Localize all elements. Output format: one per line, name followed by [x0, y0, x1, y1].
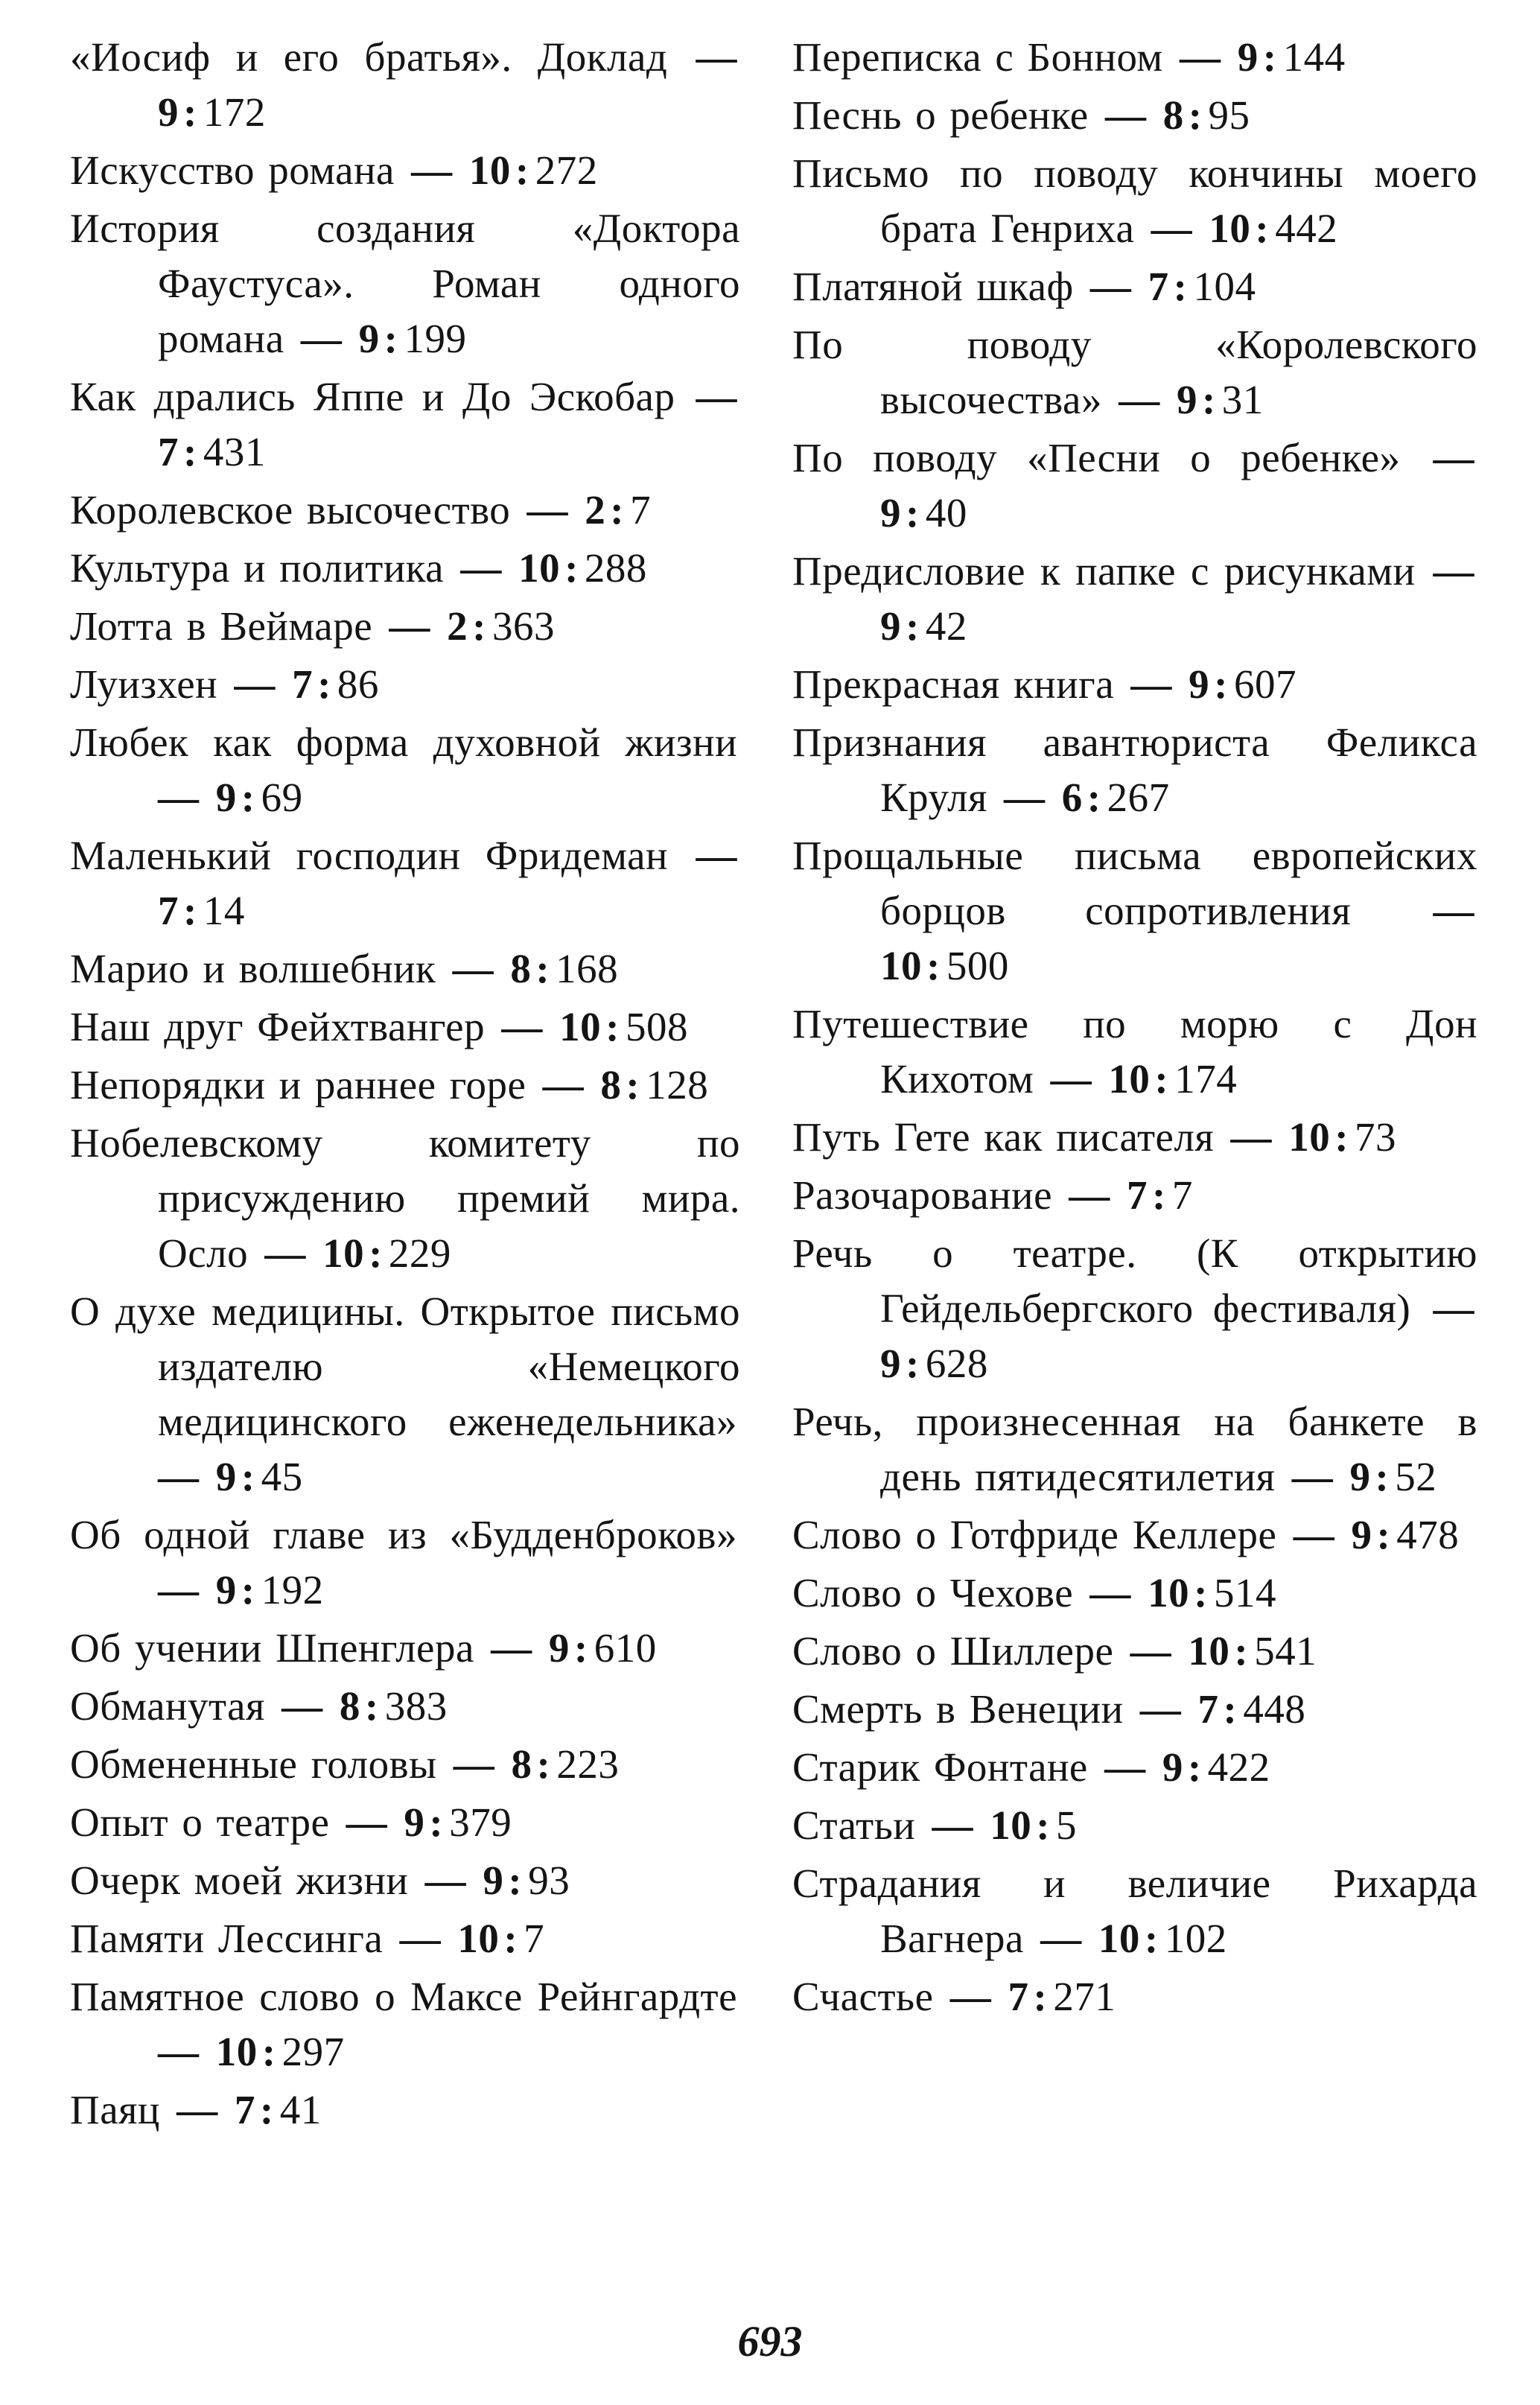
entry-volume: 7 [234, 2087, 255, 2132]
entry-separator: : [429, 1799, 444, 1845]
entry-page: 422 [1207, 1744, 1270, 1790]
entry-page: 104 [1193, 264, 1256, 309]
entry-page: 128 [646, 1062, 709, 1108]
entry-dash: — [411, 1858, 480, 1903]
entry-page: 199 [404, 316, 467, 361]
entry-volume: 8 [600, 1062, 622, 1108]
entry-volume: 9 [215, 1454, 237, 1499]
entry-title: Старик Фонтане [792, 1744, 1088, 1790]
entry-volume: 9 [880, 1341, 901, 1386]
entry-separator: : [1334, 1114, 1349, 1160]
entry-volume: 9 [1351, 1512, 1372, 1557]
entry-dash: — [158, 2029, 213, 2074]
entry-page: 448 [1243, 1686, 1306, 1732]
index-entry [70, 1058, 740, 1113]
entry-title: «Иосиф и его братья». Доклад [70, 34, 668, 80]
entry-volume: 7 [1008, 1974, 1029, 2019]
entry-title: Слово о Готфриде Келлере [792, 1512, 1277, 1557]
index-entry [792, 1110, 1477, 1165]
entry-separator: : [536, 1741, 551, 1787]
entry-title: Разочарование [792, 1172, 1052, 1218]
entry-page: 500 [946, 943, 1009, 988]
entry-dash: — [990, 775, 1059, 820]
entry-separator: : [1144, 1916, 1159, 1961]
entry-separator: : [1255, 206, 1270, 251]
entry-dash: — [439, 1741, 509, 1787]
entry-volume: 9 [215, 775, 237, 820]
entry-title: Маленький господин Фридеман [70, 833, 668, 878]
entry-separator: : [1201, 377, 1216, 422]
entry-page: 478 [1396, 1512, 1460, 1557]
entry-volume: 10 [518, 545, 561, 591]
entry-separator: : [183, 89, 197, 135]
entry-dash: — [158, 1454, 213, 1499]
entry-volume: 6 [1061, 775, 1083, 820]
entry-title: Луизхен [70, 661, 218, 707]
entry-separator: : [626, 1062, 640, 1108]
index-entry [70, 1508, 740, 1618]
entry-separator: : [183, 429, 197, 474]
entry-volume: 9 [358, 316, 380, 361]
entry-dash: — [529, 1062, 598, 1108]
entry-separator: : [906, 603, 920, 649]
entry-page: 40 [925, 490, 967, 536]
entry-separator: : [1188, 92, 1203, 138]
entry-page: 192 [261, 1567, 324, 1613]
entry-volume: 9 [1176, 377, 1197, 422]
index-entry [70, 2082, 740, 2138]
entry-dash: — [1090, 1744, 1159, 1790]
entry-title: Путь Гете как писателя [792, 1114, 1215, 1160]
entry-title: Паяц [70, 2087, 160, 2132]
entry-page: 271 [1053, 1974, 1116, 2019]
index-entry [70, 941, 740, 997]
entry-page: 41 [279, 2087, 322, 2132]
entry-volume: 7 [1197, 1686, 1219, 1732]
entry-separator: : [1376, 1512, 1391, 1557]
entry-title: Об учении Шпенглера [70, 1625, 474, 1671]
entry-title: Искусство романа [70, 147, 395, 193]
entry-page: 610 [594, 1625, 657, 1671]
entry-dash: — [670, 34, 738, 80]
entry-volume: 9 [404, 1799, 425, 1845]
entry-dash: — [1413, 1286, 1474, 1331]
entry-volume: 10 [1148, 1570, 1190, 1615]
entry-volume: 9 [215, 1567, 237, 1613]
entry-dash: — [386, 1916, 455, 1961]
entry-volume: 2 [585, 487, 606, 533]
entry-dash: — [488, 1004, 557, 1049]
entry-separator: : [1036, 1802, 1051, 1848]
index-entry [792, 997, 1477, 1107]
entry-separator: : [564, 545, 579, 591]
index-entry [70, 1000, 740, 1055]
index-entry [70, 599, 740, 654]
entry-page: 7 [630, 487, 652, 533]
entry-dash: — [1116, 1628, 1186, 1674]
entry-separator: : [1086, 775, 1101, 820]
entry-volume: 8 [339, 1683, 360, 1729]
entry-separator: : [1194, 1570, 1208, 1615]
entry-title: Прекрасная книга [792, 661, 1115, 707]
entry-dash: — [1104, 377, 1174, 422]
entry-page: 73 [1355, 1114, 1397, 1160]
entry-title: Наш друг Фейхтвангер [70, 1004, 486, 1049]
entry-volume: 9 [1349, 1454, 1371, 1499]
entry-volume: 10 [215, 2029, 258, 2074]
entry-separator: : [261, 2029, 276, 2074]
entry-dash: — [1354, 888, 1474, 933]
index-entry [792, 1969, 1477, 2024]
entry-volume: 9 [880, 603, 901, 649]
entry-separator: : [605, 1004, 620, 1049]
index-entry [792, 1682, 1477, 1737]
entry-page: 541 [1254, 1628, 1317, 1674]
entry-title: Слово о Шиллере [792, 1628, 1114, 1674]
entry-volume: 2 [447, 603, 468, 649]
entry-dash: — [158, 1567, 213, 1613]
index-entry [70, 201, 740, 366]
entry-separator: : [384, 316, 398, 361]
entry-dash: — [1165, 34, 1235, 80]
entry-page: 14 [203, 888, 245, 933]
entry-dash: — [220, 661, 290, 707]
entry-separator: : [906, 490, 920, 536]
entry-separator: : [241, 1454, 255, 1499]
entry-separator: : [1223, 1686, 1238, 1732]
index-entry [792, 544, 1477, 654]
index-entry [70, 1911, 740, 1966]
page-number: 693 [737, 2317, 803, 2366]
entry-volume: 9 [158, 89, 179, 135]
index-entry [792, 1566, 1477, 1621]
entry-separator: : [241, 1567, 255, 1613]
entry-volume: 10 [322, 1230, 365, 1276]
entry-separator: : [317, 661, 331, 707]
index-column-left [70, 30, 740, 2141]
entry-separator: : [573, 1625, 588, 1671]
entry-separator: : [1262, 34, 1277, 80]
entry-separator: : [364, 1683, 379, 1729]
entry-page: 7 [1171, 1172, 1193, 1218]
entry-volume: 7 [292, 661, 314, 707]
entry-dash: — [1418, 548, 1474, 594]
entry-page: 383 [384, 1683, 448, 1729]
entry-title: Как дрались Яппе и До Эскобар [70, 374, 675, 419]
entry-page: 297 [281, 2029, 345, 2074]
entry-dash: — [1117, 661, 1186, 707]
entry-volume: 9 [1237, 34, 1259, 80]
entry-title: По поводу «Песни о ребенке» [792, 435, 1401, 480]
entry-title: Королевское высочество [70, 487, 511, 533]
entry-title: Культура и политика [70, 545, 445, 591]
entry-volume: 10 [468, 147, 511, 193]
entry-volume: 8 [511, 1741, 532, 1787]
entry-volume: 10 [1188, 1628, 1230, 1674]
index-column-right [792, 30, 1477, 2027]
entry-separator: : [241, 775, 255, 820]
entry-separator: : [1375, 1454, 1390, 1499]
entry-page: 514 [1213, 1570, 1276, 1615]
entry-page: 174 [1174, 1056, 1238, 1102]
entry-volume: 8 [510, 946, 532, 991]
entry-dash: — [1279, 1512, 1349, 1557]
entry-title: Письмо по поводу кончины моего брата Генриха [792, 150, 1477, 251]
entry-dash: — [1076, 1570, 1145, 1615]
entry-dash: — [513, 487, 582, 533]
entry-dash: — [162, 2087, 232, 2132]
index-entry [70, 1679, 740, 1734]
entry-dash: — [332, 1799, 401, 1845]
entry-title: Переписка с Бонном [792, 34, 1163, 80]
entry-page: 442 [1275, 206, 1338, 251]
index-entry [792, 1740, 1477, 1795]
entry-title: История создания «Доктора Фаустуса». Роман одного романа [70, 206, 740, 361]
entry-dash: — [1278, 1454, 1347, 1499]
entry-volume: 7 [158, 429, 179, 474]
entry-dash: — [1076, 264, 1145, 309]
entry-separator: : [515, 147, 529, 193]
entry-separator: : [1152, 1172, 1166, 1218]
entry-title: Об одной главе из «Будденброков» [70, 1512, 737, 1557]
index-entry [70, 1116, 740, 1281]
entry-volume: 10 [1288, 1114, 1331, 1160]
entry-separator: : [183, 888, 197, 933]
entry-page: 69 [261, 775, 303, 820]
entry-page: 508 [625, 1004, 688, 1049]
entry-dash: — [1055, 1172, 1124, 1218]
entry-title: Марио и волшебник [70, 946, 436, 991]
entry-title: Предисловие к папке с рисунками [792, 548, 1416, 594]
entry-page: 45 [261, 1454, 303, 1499]
index-entry [70, 1284, 740, 1505]
index-entry [792, 828, 1477, 994]
entry-title: Прощальные письма европейских борцов сопротивления [792, 833, 1477, 933]
entry-title: Любек как форма духовной жизни [70, 719, 737, 765]
entry-separator: : [535, 946, 550, 991]
entry-volume: 10 [990, 1802, 1032, 1848]
entry-separator: : [1033, 1974, 1048, 2019]
entry-dash: — [267, 1683, 337, 1729]
index-entry [792, 1394, 1477, 1505]
entry-title: Очерк моей жизни [70, 1858, 409, 1903]
entry-dash: — [1026, 1916, 1095, 1961]
entry-separator: : [906, 1341, 920, 1386]
entry-title: Памятное слово о Максе Рейнгардте [70, 1974, 737, 2019]
index-entry [792, 431, 1477, 541]
entry-title: Путешествие по морю с Дон Кихотом [792, 1001, 1477, 1102]
index-entry [70, 1969, 740, 2080]
entry-volume: 10 [1098, 1916, 1140, 1961]
entry-dash: — [477, 1625, 546, 1671]
entry-separator: : [610, 487, 625, 533]
entry-volume: 10 [559, 1004, 602, 1049]
entry-dash: — [936, 1974, 1005, 2019]
entry-volume: 10 [1209, 206, 1251, 251]
entry-title: Признания авантюриста Феликса Круля [792, 719, 1477, 820]
entry-page: 267 [1107, 775, 1170, 820]
index-entry [792, 715, 1477, 825]
entry-dash: — [1217, 1114, 1286, 1160]
entry-title: Обмененные головы [70, 1741, 437, 1787]
entry-volume: 9 [1162, 1744, 1183, 1790]
entry-volume: 10 [880, 943, 922, 988]
entry-page: 7 [524, 1916, 545, 1961]
index-entry [792, 1508, 1477, 1563]
entry-title: Обманутая [70, 1683, 265, 1729]
entry-volume: 9 [483, 1858, 504, 1903]
entry-title: Непорядки и раннее горе [70, 1062, 526, 1108]
entry-dash: — [158, 775, 213, 820]
entry-separator: : [1154, 1056, 1169, 1102]
entry-volume: 10 [457, 1916, 500, 1961]
entry-volume: 7 [158, 888, 179, 933]
entry-volume: 9 [1189, 661, 1210, 707]
index-entry [70, 1621, 740, 1676]
entry-volume: 9 [880, 490, 901, 536]
index-entry [792, 317, 1477, 428]
index-entry [70, 1853, 740, 1908]
index-entry [792, 1624, 1477, 1679]
entry-page: 431 [203, 429, 266, 474]
entry-dash: — [1091, 92, 1160, 138]
index-entry [792, 88, 1477, 143]
entry-dash: — [439, 946, 508, 991]
index-entry [792, 657, 1477, 712]
entry-page: 86 [337, 661, 379, 707]
entry-separator: : [472, 603, 486, 649]
entry-page: 607 [1233, 661, 1296, 707]
entry-separator: : [503, 1916, 518, 1961]
entry-dash: — [678, 374, 737, 419]
index-entry [70, 715, 740, 825]
index-entry [70, 483, 740, 538]
entry-page: 102 [1164, 1916, 1227, 1961]
entry-dash: — [1403, 435, 1475, 480]
entry-dash: — [1126, 1686, 1195, 1732]
entry-title: Речь, произнесенная на банкете в день пятидесятилетия [792, 1399, 1477, 1499]
entry-volume: 10 [1108, 1056, 1151, 1102]
index-entry [792, 146, 1477, 256]
entry-page: 52 [1395, 1454, 1437, 1499]
entry-page: 223 [556, 1741, 620, 1787]
entry-separator: : [259, 2087, 274, 2132]
entry-title: Страдания и величие Рихарда Вагнера [792, 1861, 1477, 1961]
index-entry [70, 1737, 740, 1792]
entry-separator: : [1234, 1628, 1249, 1674]
entry-page: 5 [1056, 1802, 1078, 1848]
entry-volume: 7 [1127, 1172, 1148, 1218]
index-entry [792, 1798, 1477, 1853]
entry-dash: — [397, 147, 466, 193]
entry-page: 272 [535, 147, 598, 193]
entry-volume: 9 [548, 1625, 570, 1671]
index-entry [70, 30, 740, 140]
index-entry [792, 1856, 1477, 1966]
index-entry [70, 1795, 740, 1850]
index-entry [70, 657, 740, 712]
entry-dash: — [251, 1230, 320, 1276]
entry-title: Опыт о театре [70, 1799, 330, 1845]
entry-page: 379 [449, 1799, 512, 1845]
entry-title: По поводу «Королевского высочества» [792, 322, 1477, 422]
entry-page: 168 [556, 946, 619, 991]
entry-title: Смерть в Венеции [792, 1686, 1124, 1732]
entry-title: Счастье [792, 1974, 934, 2019]
entry-page: 229 [388, 1230, 451, 1276]
entry-title: Слово о Чехове [792, 1570, 1074, 1615]
entry-page: 42 [925, 603, 967, 649]
entry-separator: : [369, 1230, 383, 1276]
entry-page: 363 [491, 603, 555, 649]
entry-volume: 7 [1148, 264, 1169, 309]
index-entry [70, 541, 740, 596]
index-entry [792, 259, 1477, 314]
entry-separator: : [1187, 1744, 1202, 1790]
entry-dash: — [447, 545, 516, 591]
entry-title: Статьи [792, 1802, 916, 1848]
entry-dash: — [1037, 1056, 1106, 1102]
entry-page: 93 [528, 1858, 570, 1903]
entry-page: 628 [925, 1341, 988, 1386]
index-entry [792, 1226, 1477, 1391]
entry-title: Нобелевскому комитету по присуждению премий мира. Осло [70, 1120, 740, 1276]
entry-title: Лотта в Веймаре [70, 603, 373, 649]
entry-page: 172 [203, 89, 266, 135]
entry-dash: — [918, 1802, 987, 1848]
entry-title: Платяной шкаф [792, 264, 1074, 309]
entry-page: 95 [1208, 92, 1250, 138]
entry-dash: — [375, 603, 445, 649]
index-entry [70, 143, 740, 198]
entry-dash: — [1137, 206, 1206, 251]
entry-separator: : [1214, 661, 1228, 707]
entry-separator: : [508, 1858, 523, 1903]
entry-separator: : [926, 943, 941, 988]
index-entry [70, 828, 740, 938]
entry-dash: — [287, 316, 356, 361]
entry-separator: : [1173, 264, 1188, 309]
entry-dash: — [671, 833, 737, 878]
entry-page: 288 [584, 545, 647, 591]
entry-page: 31 [1221, 377, 1264, 422]
index-entry [70, 369, 740, 480]
entry-title: О духе медицины. Открытое письмо издателю «Немецкого медицинского еженедельника» [70, 1289, 740, 1444]
entry-title: Песнь о ребенке [792, 92, 1089, 138]
entry-volume: 8 [1162, 92, 1184, 138]
entry-title: Памяти Лессинга [70, 1916, 384, 1961]
entry-title: Речь о театре. (К открытию Гейдельбергского фестиваля) [792, 1230, 1477, 1331]
index-entry [792, 1168, 1477, 1223]
entry-page: 144 [1282, 34, 1346, 80]
index-entry [792, 30, 1477, 85]
